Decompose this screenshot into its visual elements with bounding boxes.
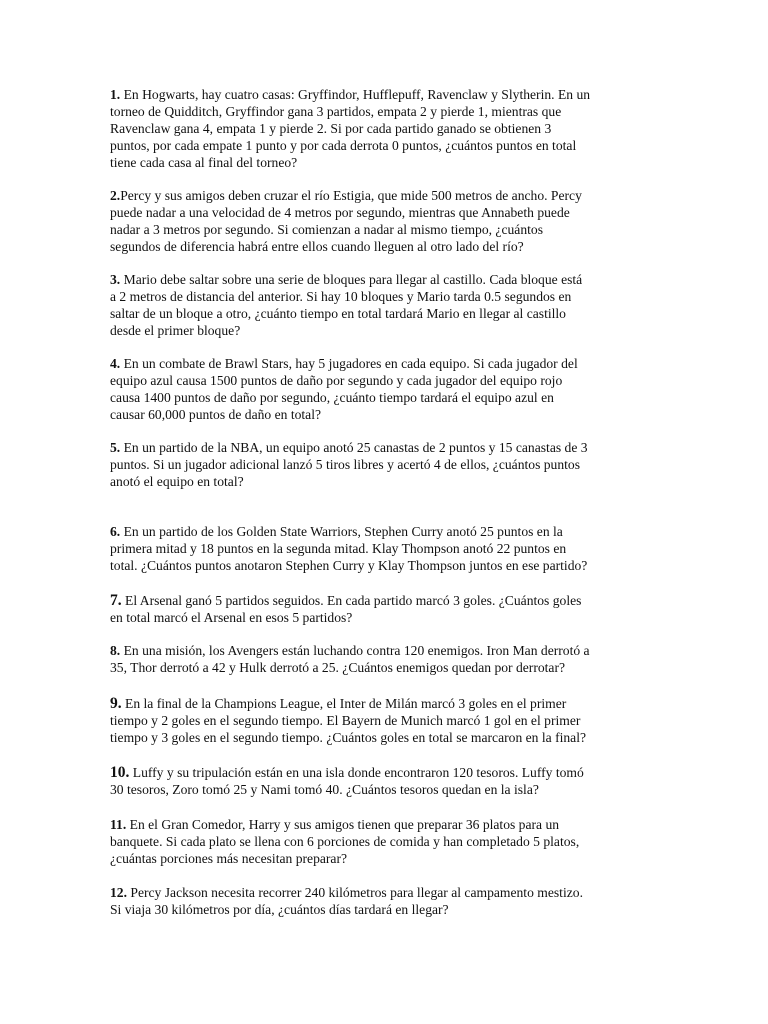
problem-12: [110, 884, 665, 918]
problem-text: En un partido de los Golden State Warriors, Stephen Curry anotó 25 puntos en la primera mitad y 18 puntos en la segunda mitad. Klay Thompson anotó 22 puntos en total. ¿Cuántos puntos anotaron Stephen Curry y Klay Thompson juntos en ese partido?: [110, 524, 588, 573]
problem-number: 5.: [110, 440, 121, 455]
problem-2: [110, 187, 665, 255]
problem-text: Percy y sus amigos deben cruzar el río Estigia, que mide 500 metros de ancho. Percy puede nadar a una velocidad de 4 metros por segundo, mientras que Annabeth puede nadar a 3 metros por segundo. Si comienzan a nadar al mismo tiempo, ¿cuántos segundos de diferencia habrá entre ellos cuando lleguen al otro lado del río?: [110, 188, 582, 254]
problem-5: [110, 439, 665, 490]
problem-text: En Hogwarts, hay cuatro casas: Gryffindor, Hufflepuff, Ravenclaw y Slytherin. En un torneo de Quidditch, Gryffindor gana 3 partidos, empata 2 y pierde 1, mientras que Ravenclaw gana 4, empata 1 y pierde 2. Si por cada partido ganado se obtienen 3 puntos, por cada empate 1 punto y por cada derrota 0 puntos, ¿cuántos puntos en total tiene cada casa al final del torneo?: [110, 87, 591, 170]
problem-1: [110, 86, 665, 171]
problem-text: Mario debe saltar sobre una serie de bloques para llegar al castillo. Cada bloque está a 2 metros de distancia del anterior. Si hay 10 bloques y Mario tarda 0.5 segundos en saltar de un bloque a otro, ¿cuánto tiempo en total tardará Mario en llegar al castillo desde el primer bloque?: [110, 272, 583, 338]
problem-10: [110, 764, 665, 798]
problem-text: En una misión, los Avengers están luchando contra 120 enemigos. Iron Man derrotó a 35, Thor derrotó a 42 y Hulk derrotó a 25. ¿Cuántos enemigos quedan por derrotar?: [110, 643, 590, 675]
problem-7: [110, 592, 665, 626]
problem-number: 3.: [110, 272, 121, 287]
problem-number: 9.: [110, 695, 122, 712]
problem-number: 2.: [110, 188, 121, 203]
problem-8: [110, 642, 665, 676]
problem-number: 7.: [110, 592, 122, 609]
problem-number: 12.: [110, 885, 127, 900]
problem-number: 6.: [110, 524, 121, 539]
problem-text: En el Gran Comedor, Harry y sus amigos tienen que preparar 36 platos para un banquete. Si cada plato se llena con 6 porciones de comida y han completado 5 platos, ¿cuántas porciones más necesitan preparar?: [110, 817, 580, 866]
problem-11: [110, 816, 665, 867]
problem-text: El Arsenal ganó 5 partidos seguidos. En cada partido marcó 3 goles. ¿Cuántos goles en total marcó el Arsenal en esos 5 partidos?: [110, 593, 582, 625]
problem-4: [110, 355, 665, 423]
problem-text: En un combate de Brawl Stars, hay 5 jugadores en cada equipo. Si cada jugador del equipo azul causa 1500 puntos de daño por segundo y cada jugador del equipo rojo causa 1400 puntos de daño por segundo, ¿cuánto tiempo tardará el equipo azul en causar 60,000 puntos de daño en total?: [110, 356, 578, 422]
problem-number: 8.: [110, 643, 121, 658]
problem-text: Luffy y su tripulación están en una isla donde encontraron 120 tesoros. Luffy tomó 30 tesoros, Zoro tomó 25 y Nami tomó 40. ¿Cuántos tesoros quedan en la isla?: [110, 765, 584, 797]
problem-number: 1.: [110, 87, 121, 102]
problem-9: [110, 695, 665, 746]
problem-number: 11.: [110, 817, 127, 832]
problem-3: [110, 271, 665, 339]
problem-text: Percy Jackson necesita recorrer 240 kilómetros para llegar al campamento mestizo. Si viaja 30 kilómetros por día, ¿cuántos días tardará en llegar?: [110, 885, 583, 917]
problem-number: 10.: [110, 764, 130, 781]
problem-text: En la final de la Champions League, el Inter de Milán marcó 3 goles en el primer tiempo y 2 goles en el segundo tiempo. El Bayern de Munich marcó 1 gol en el primer tiempo y 3 goles en el segundo tiempo. ¿Cuántos goles en total se marcaron en la final?: [110, 696, 587, 745]
problem-6: [110, 523, 665, 574]
problem-text: En un partido de la NBA, un equipo anotó 25 canastas de 2 puntos y 15 canastas de 3 puntos. Si un jugador adicional lanzó 5 tiros libres y acertó 4 de ellos, ¿cuántos puntos anotó el equipo en total?: [110, 440, 588, 489]
problem-number: 4.: [110, 356, 121, 371]
